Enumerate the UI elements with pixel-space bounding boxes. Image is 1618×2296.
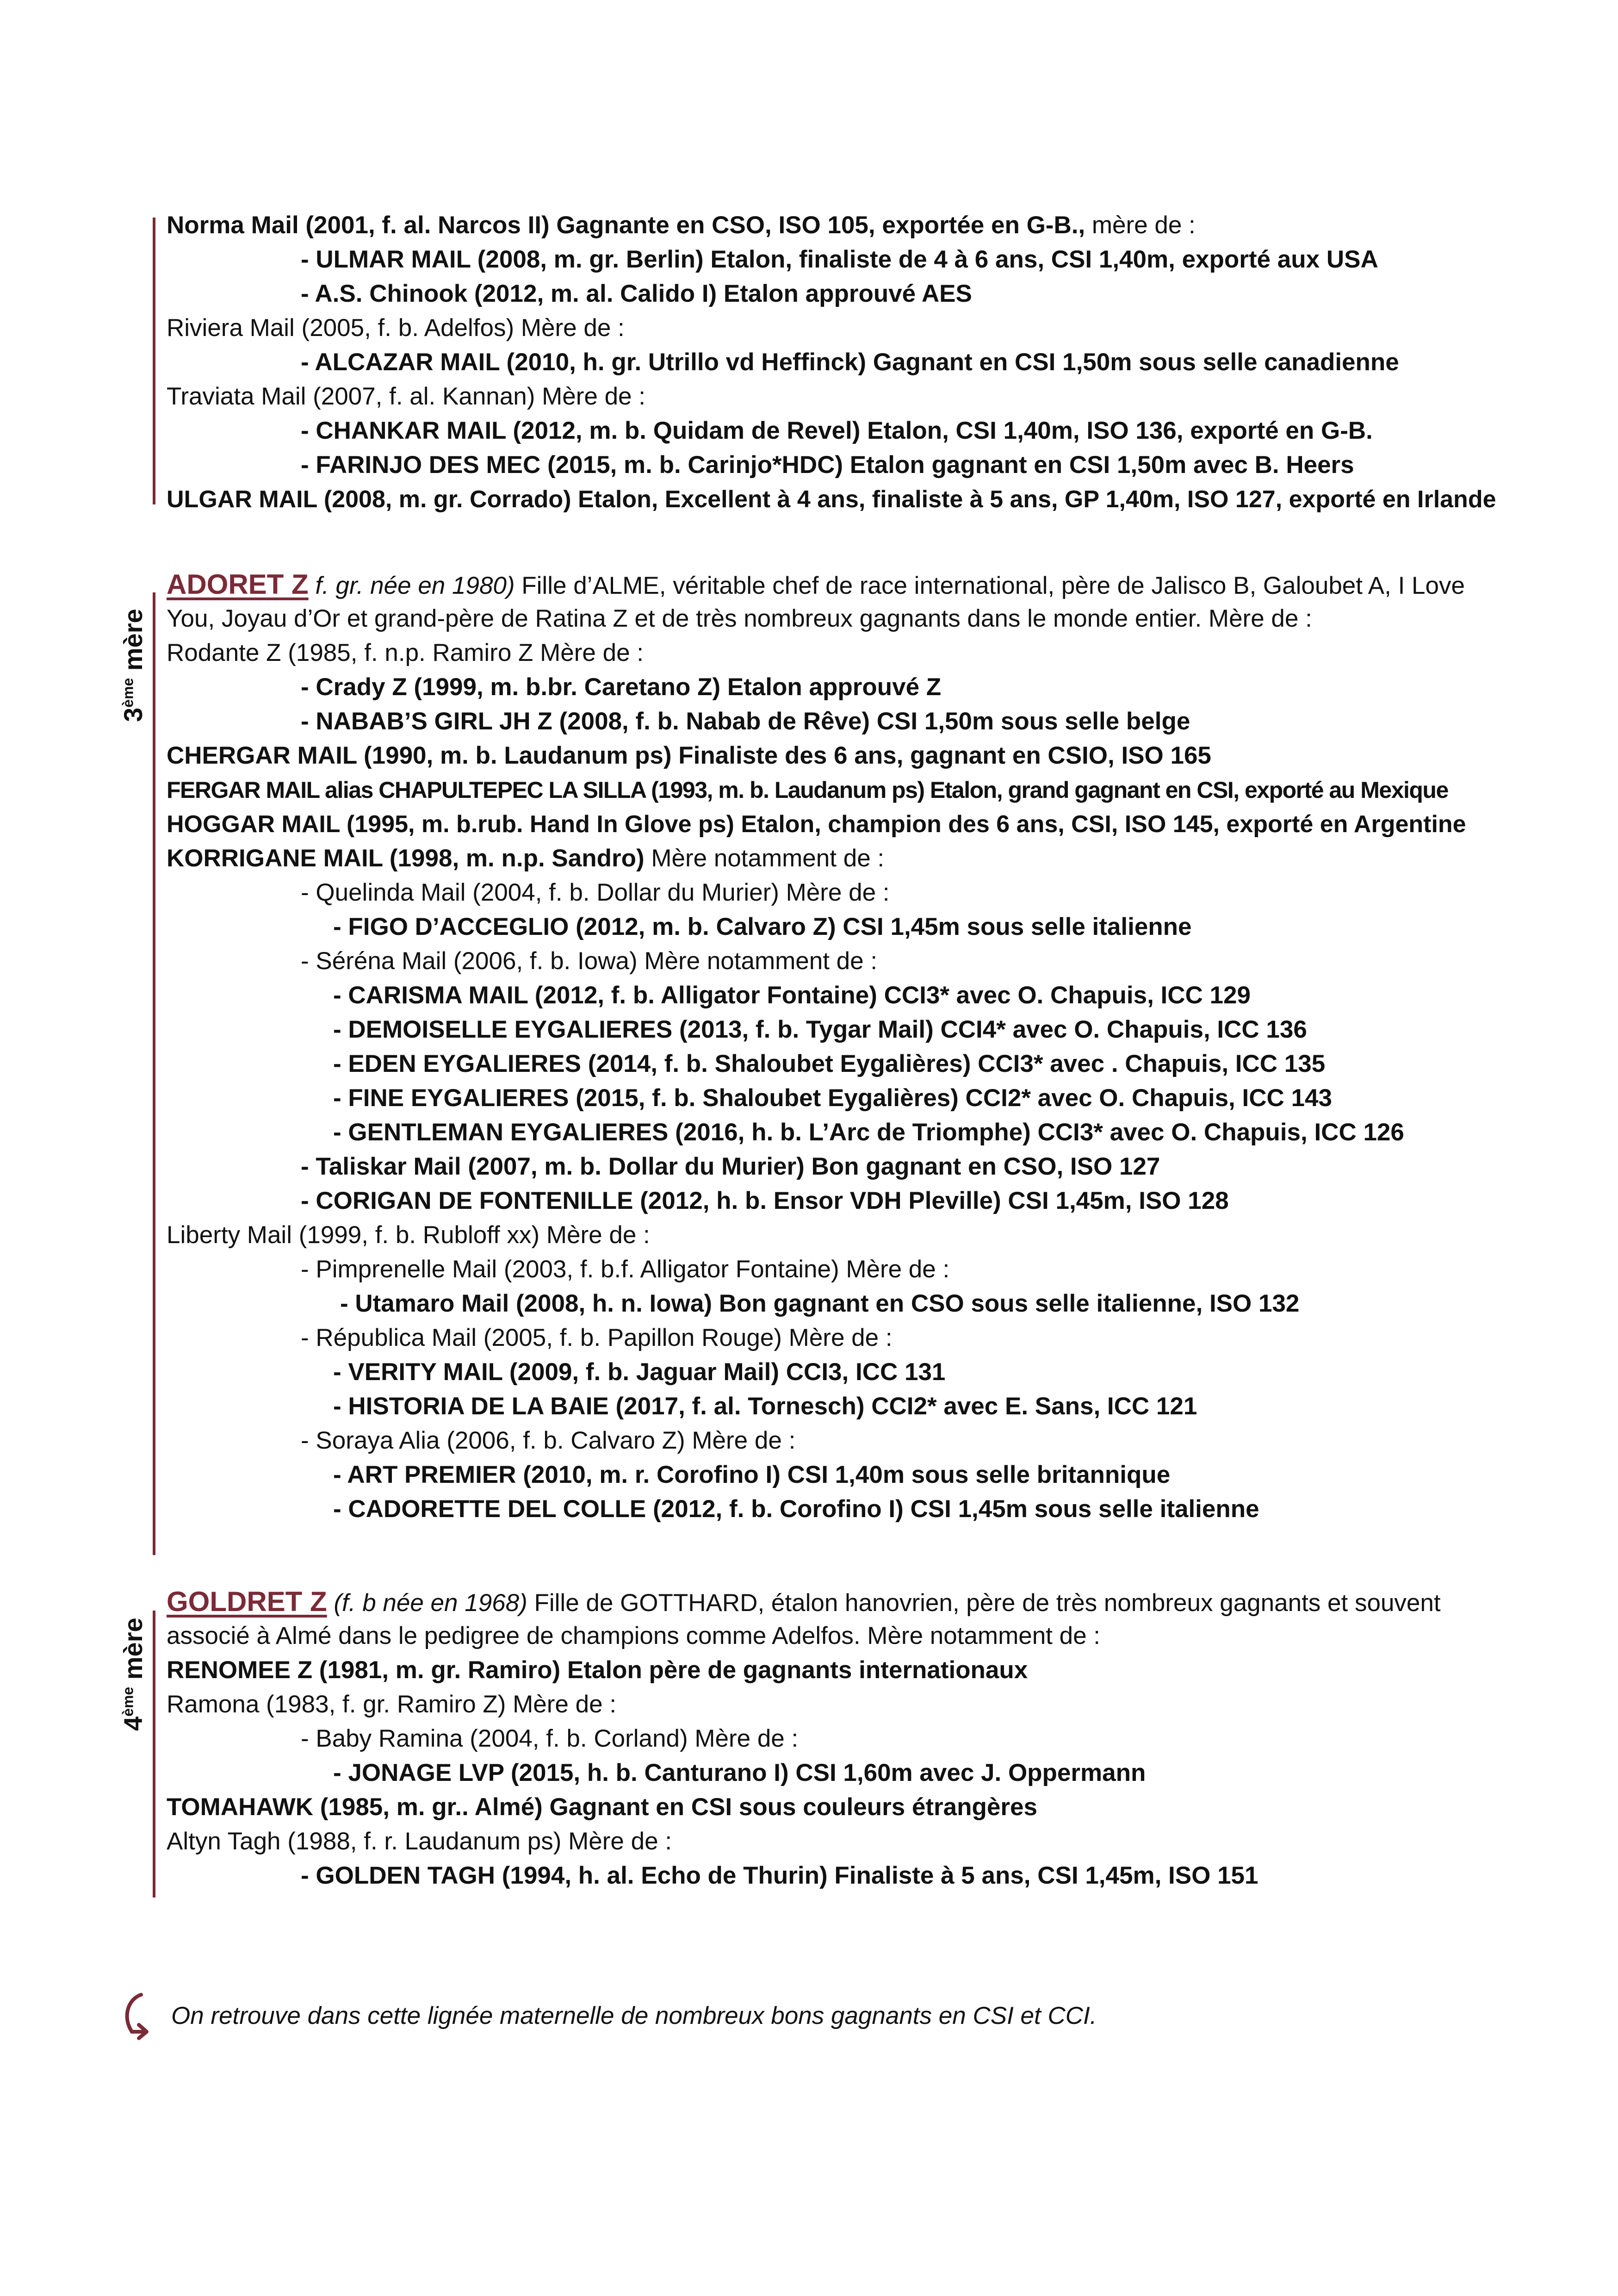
mere3-line-14: - GENTLEMAN EYGALIERES (2016, h. b. L’Arc de Triomphe) CCI3* avec O. Chapuis, ICC 126 xyxy=(333,1119,1404,1146)
mere3-line-21: - VERITY MAIL (2009, f. b. Jaguar Mail) CCI3, ICC 131 xyxy=(333,1358,946,1386)
mere3-line-8: - FIGO D’ACCEGLIO (2012, m. b. Calvaro Z) CSI 1,45m sous selle italienne xyxy=(333,913,1192,940)
block1-line-1: - ULMAR MAIL (2008, m. gr. Berlin) Etalon, finaliste de 4 à 6 ans, CSI 1,40m, exporté aux USA xyxy=(301,246,1378,273)
mere4-line-1: Ramona (1983, f. gr. Ramiro Z) Mère de : xyxy=(167,1691,617,1718)
mere3-line-12: - EDEN EYGALIERES (2014, f. b. Shaloubet Eygalières) CCI3* avec . Chapuis, ICC 135 xyxy=(333,1050,1326,1077)
mere3-line-25: - CADORETTE DEL COLLE (2012, f. b. Corofino I) CSI 1,45m sous selle italienne xyxy=(333,1495,1259,1523)
block1-line-3: Riviera Mail (2005, f. b. Adelfos) Mère de : xyxy=(167,314,625,342)
mere4-line-5: Altyn Tagh (1988, f. r. Laudanum ps) Mère de : xyxy=(167,1828,672,1855)
mere3-line-17: Liberty Mail (1999, f. b. Rubloff xx) Mère de : xyxy=(167,1221,650,1249)
mere3-line-10: - CARISMA MAIL (2012, f. b. Alligator Fontaine) CCI3* avec O. Chapuis, ICC 129 xyxy=(333,982,1251,1009)
mere4-line-0: RENOMEE Z (1981, m. gr. Ramiro) Etalon père de gagnants internationaux xyxy=(167,1656,1028,1684)
block1-line-2: - A.S. Chinook (2012, m. al. Calido I) Etalon approuvé AES xyxy=(301,280,972,307)
mere3-label: 3ème mère xyxy=(118,609,148,722)
mere3-line-9: - Séréna Mail (2006, f. b. Iowa) Mère notamment de : xyxy=(301,947,878,975)
mere3-title-detail: f. gr. née en 1980) xyxy=(308,572,515,599)
block1-line-4: - ALCAZAR MAIL (2010, h. gr. Utrillo vd Heffinck) Gagnant en CSI 1,50m sous selle canadienne xyxy=(301,348,1399,376)
block1-line-8: ULGAR MAIL (2008, m. gr. Corrado) Etalon, Excellent à 4 ans, finaliste à 5 ans, GP 1,40m, ISO 127, exporté en Irlande xyxy=(167,486,1496,513)
block1-line-0: Norma Mail (2001, f. al. Narcos II) Gagnante en CSO, ISO 105, exportée en G-B., mère de : xyxy=(167,212,1196,239)
mere4-label: 4ème mère xyxy=(118,1618,148,1731)
mere4-intro2: associé à Almé dans le pedigree de champions comme Adelfos. Mère notamment de : xyxy=(167,1622,1101,1649)
mere3-title-line xyxy=(167,567,1465,603)
mere4-title-detail: (f. b née en 1968) xyxy=(327,1589,527,1617)
mere4-title: GOLDRET Z xyxy=(167,1586,327,1617)
mere3-title: ADORET Z xyxy=(167,569,309,600)
mere3-line-23: - Soraya Alia (2006, f. b. Calvaro Z) Mère de : xyxy=(301,1427,796,1454)
mere3-line-0: Rodante Z (1985, f. n.p. Ramiro Z Mère de : xyxy=(167,639,644,666)
mere3-line-16: - CORIGAN DE FONTENILLE (2012, h. b. Ensor VDH Pleville) CSI 1,45m, ISO 128 xyxy=(301,1187,1229,1214)
mere3-line-13: - FINE EYGALIERES (2015, f. b. Shaloubet Eygalières) CCI2* avec O. Chapuis, ICC 143 xyxy=(333,1084,1332,1112)
mere3-line-7: - Quelinda Mail (2004, f. b. Dollar du Murier) Mère de : xyxy=(301,879,890,906)
mere3-line-24: - ART PREMIER (2010, m. r. Corofino I) CSI 1,40m sous selle britannique xyxy=(333,1461,1171,1488)
mere4-line-2: - Baby Ramina (2004, f. b. Corland) Mère de : xyxy=(301,1725,799,1752)
mere3-line-15: - Taliskar Mail (2007, m. b. Dollar du Murier) Bon gagnant en CSO, ISO 127 xyxy=(301,1153,1160,1180)
mere3-line-6: KORRIGANE MAIL (1998, m. n.p. Sandro) Mère notamment de : xyxy=(167,845,885,872)
block1-bar xyxy=(153,218,155,504)
mere4-bar xyxy=(153,1611,155,1898)
mere3-line-2: - NABAB’S GIRL JH Z (2008, f. b. Nabab de Rêve) CSI 1,50m sous selle belge xyxy=(301,708,1190,735)
mere3-line-4: FERGAR MAIL alias CHAPULTEPEC LA SILLA (1993, m. b. Laudanum ps) Etalon, grand gagnant en CSI, exporté au Mexique xyxy=(167,777,1448,803)
mere3-intro2: You, Joyau d’Or et grand-père de Ratina Z et de très nombreux gagnants dans le monde entier. Mère de : xyxy=(167,605,1312,632)
block1-line-7: - FARINJO DES MEC (2015, m. b. Carinjo*HDC) Etalon gagnant en CSI 1,50m avec B. Heers xyxy=(301,451,1354,479)
mere4-intro1: Fille de GOTTHARD, étalon hanovrien, père de très nombreux gagnants et souvent xyxy=(527,1589,1441,1617)
block1-line-5: Traviata Mail (2007, f. al. Kannan) Mère de : xyxy=(167,383,645,410)
mere3-intro1: Fille d’ALME, véritable chef de race international, père de Jalisco B, Galoubet A, I Love xyxy=(515,572,1465,599)
mere3-line-11: - DEMOISELLE EYGALIERES (2013, f. b. Tygar Mail) CCI4* avec O. Chapuis, ICC 136 xyxy=(333,1016,1307,1043)
mere3-bar xyxy=(153,592,155,1555)
mere3-line-5: HOGGAR MAIL (1995, m. b.rub. Hand In Glove ps) Etalon, champion des 6 ans, CSI, ISO 145, exporté en Argentine xyxy=(167,811,1466,838)
mere4-line-4: TOMAHAWK (1985, m. gr.. Almé) Gagnant en CSI sous couleurs étrangères xyxy=(167,1793,1037,1821)
mere3-line-22: - HISTORIA DE LA BAIE (2017, f. al. Tornesch) CCI2* avec E. Sans, ICC 121 xyxy=(333,1393,1197,1420)
mere3-line-19: - Utamaro Mail (2008, h. n. Iowa) Bon gagnant en CSO sous selle italienne, ISO 132 xyxy=(340,1290,1300,1317)
mere3-line-20: - Républica Mail (2005, f. b. Papillon Rouge) Mère de : xyxy=(301,1324,893,1351)
block1-line-6: - CHANKAR MAIL (2012, m. b. Quidam de Revel) Etalon, CSI 1,40m, ISO 136, exporté en G-B. xyxy=(301,417,1373,444)
mere3-line-3: CHERGAR MAIL (1990, m. b. Laudanum ps) Finaliste des 6 ans, gagnant en CSIO, ISO 165 xyxy=(167,742,1211,769)
footnote: On retrouve dans cette lignée maternelle de nombreux bons gagnants en CSI et CCI. xyxy=(171,2002,1097,2029)
mere4-line-3: - JONAGE LVP (2015, h. b. Canturano I) CSI 1,60m avec J. Oppermann xyxy=(333,1759,1146,1786)
mere4-line-6: - GOLDEN TAGH (1994, h. al. Echo de Thurin) Finaliste à 5 ans, CSI 1,45m, ISO 151 xyxy=(301,1862,1258,1889)
curved-arrow-icon xyxy=(118,1990,160,2041)
mere3-line-18: - Pimprenelle Mail (2003, f. b.f. Alligator Fontaine) Mère de : xyxy=(301,1256,950,1283)
mere3-line-1: - Crady Z (1999, m. b.br. Caretano Z) Etalon approuvé Z xyxy=(301,673,942,701)
mere4-title-line xyxy=(167,1585,1441,1620)
